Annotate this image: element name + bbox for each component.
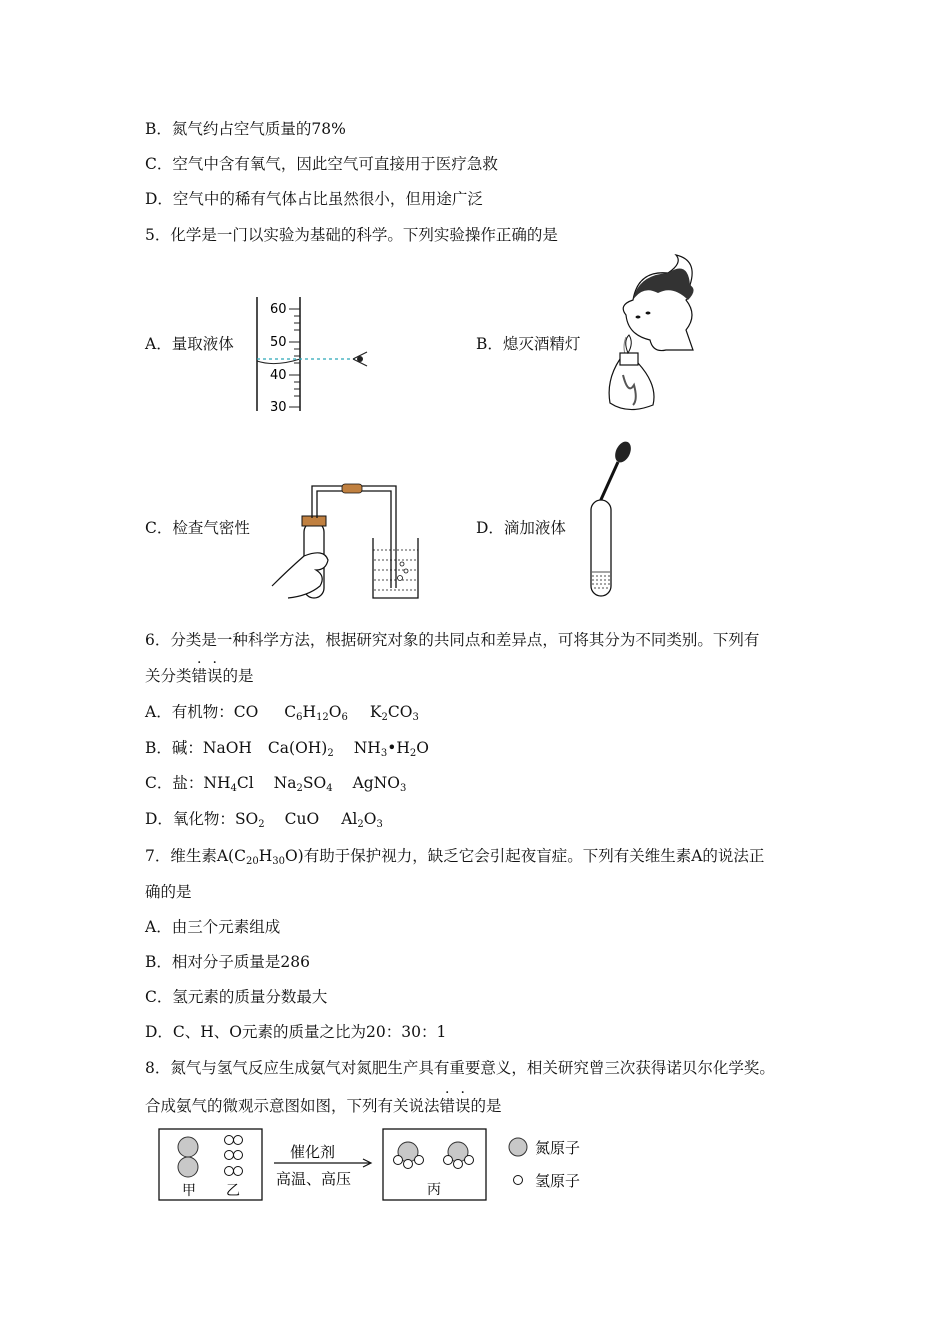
hydrogen-atom-icon (404, 1160, 413, 1169)
airtightness-check-figure (268, 478, 433, 603)
q7-option-c: C．氢元素的质量分数最大 (145, 988, 328, 1006)
q4-option-c: C．空气中含有氧气，因此空气可直接用于医疗急救 (145, 155, 498, 173)
q6-stem-line2 (145, 666, 254, 686)
q5-option-a: A．量取液体 (145, 335, 234, 353)
formula: CuO (284, 810, 320, 828)
q7-option-b: B．相对分子质量是286 (145, 953, 310, 971)
q5-option-c: C．检查气密性 (145, 519, 250, 537)
formula: NaOH (202, 739, 252, 757)
tick-label: 50 (270, 335, 287, 350)
nitrogen-atom-icon (178, 1157, 198, 1177)
hydrogen-atom-icon (225, 1151, 234, 1160)
hydrogen-atom-icon (415, 1156, 424, 1165)
q6-stem-line1: 6．分类是一种科学方法，根据研究对象的共同点和差异点，可将其分为不同类别。下列有 (145, 631, 760, 649)
formula: $C_6H_{12}O_6$ (284, 703, 348, 723)
dropper-bulb-icon (612, 439, 634, 465)
eye-pupil-icon (357, 356, 363, 362)
q7-stem-line1: 7．维生素$A(C_{20}H_{30}O)$有助于保护视力，缺乏它会引起夜盲症。下列有关维生素A的说法正 (145, 847, 765, 867)
formula: $Al_2O_3$ (341, 810, 383, 830)
q4-option-d: D．空气中的稀有气体占比虽然很小，但用途广泛 (145, 190, 483, 208)
hydrogen-atom-icon (234, 1136, 243, 1145)
hydrogen-atom-icon (394, 1156, 403, 1165)
test-tube-icon (591, 500, 611, 596)
ammonia-synthesis-diagram (158, 1128, 598, 1204)
tick-label: 30 (270, 400, 287, 415)
tick-label: 40 (270, 368, 287, 383)
tick-label: 60 (270, 302, 287, 317)
option-label: D．氧化物： (145, 810, 235, 828)
hydrogen-atom-icon (454, 1160, 463, 1169)
rubber-stopper-icon (302, 516, 326, 526)
hydrogen-atom-icon (444, 1156, 453, 1165)
formula: $NH_3•H_2O$ (353, 739, 429, 759)
conditions-label: 高温、高压 (276, 1170, 352, 1188)
hydrogen-atom-icon (234, 1151, 243, 1160)
q7-stem-line2: 确的是 (145, 883, 192, 901)
option-label: B．碱： (145, 739, 203, 757)
hydrogen-atom-icon (465, 1156, 474, 1165)
option-label: A．有机物： (145, 703, 234, 721)
label-jia: 甲 (182, 1183, 196, 1199)
emphasis-char: 错 (191, 667, 208, 685)
legend-hydrogen-icon (514, 1176, 523, 1185)
q5-option-d: D．滴加液体 (476, 519, 566, 537)
q6-stem-part: 关分类 (145, 667, 192, 685)
q8-stem-line1: 8．氮气与氢气反应生成氨气对氮肥生产具有重要意义，相关研究曾三次获得诺贝尔化学奖。 (145, 1059, 775, 1077)
q7-option-d: D．C、H、O元素的质量之比为20：30：1 (145, 1023, 447, 1041)
graduated-cylinder-figure (245, 295, 375, 420)
dropper-figure (585, 440, 645, 602)
formula: $SO_2$ (234, 810, 265, 830)
emphasis-char: 错 (439, 1097, 456, 1115)
lamp-body-icon (609, 359, 654, 410)
formula: AgNO$_3$ (352, 774, 407, 794)
hydrogen-atom-icon (225, 1167, 234, 1176)
formula: CO (233, 703, 259, 721)
option-label: C．盐： (145, 774, 204, 792)
q6-option-d (145, 809, 383, 829)
label-yi: 乙 (226, 1183, 240, 1199)
formula: $NH_4Cl$ (203, 774, 254, 794)
legend-hydrogen-label: 氢原子 (535, 1172, 581, 1190)
hydrogen-atom-icon (225, 1136, 234, 1145)
q6-stem-part: 的是 (222, 667, 254, 685)
q4-option-b: B．氮气约占空气质量的78% (145, 120, 346, 138)
hydrogen-atom-icon (234, 1167, 243, 1176)
formula: $Ca(OH)_2$ (267, 739, 334, 759)
q5-stem: 5．化学是一门以实验为基础的科学。下列实验操作正确的是 (145, 226, 558, 244)
legend-nitrogen-label: 氮原子 (535, 1139, 581, 1157)
emphasis-char: 误 (207, 667, 223, 685)
reactant-box (159, 1129, 262, 1200)
q8-stem-line2: 合成氨气的微观示意图如图，下列有关说法错误的是 (145, 1097, 502, 1115)
legend-nitrogen-icon (509, 1138, 527, 1156)
q6-option-c (145, 773, 406, 793)
q6-option-a (145, 702, 419, 722)
emphasis-char: 误 (455, 1097, 471, 1115)
q6-option-b (145, 738, 429, 758)
label-bing: 丙 (427, 1182, 441, 1198)
catalyst-label: 催化剂 (290, 1143, 336, 1161)
q7-option-a: A．由三个元素组成 (145, 918, 281, 936)
q5-option-b: B．熄灭酒精灯 (476, 335, 581, 353)
formula: $Na_2SO_4$ (273, 774, 333, 794)
formula: $K_2CO_3$ (369, 703, 419, 723)
nitrogen-atom-icon (178, 1137, 198, 1157)
alcohol-lamp-figure (598, 255, 708, 420)
